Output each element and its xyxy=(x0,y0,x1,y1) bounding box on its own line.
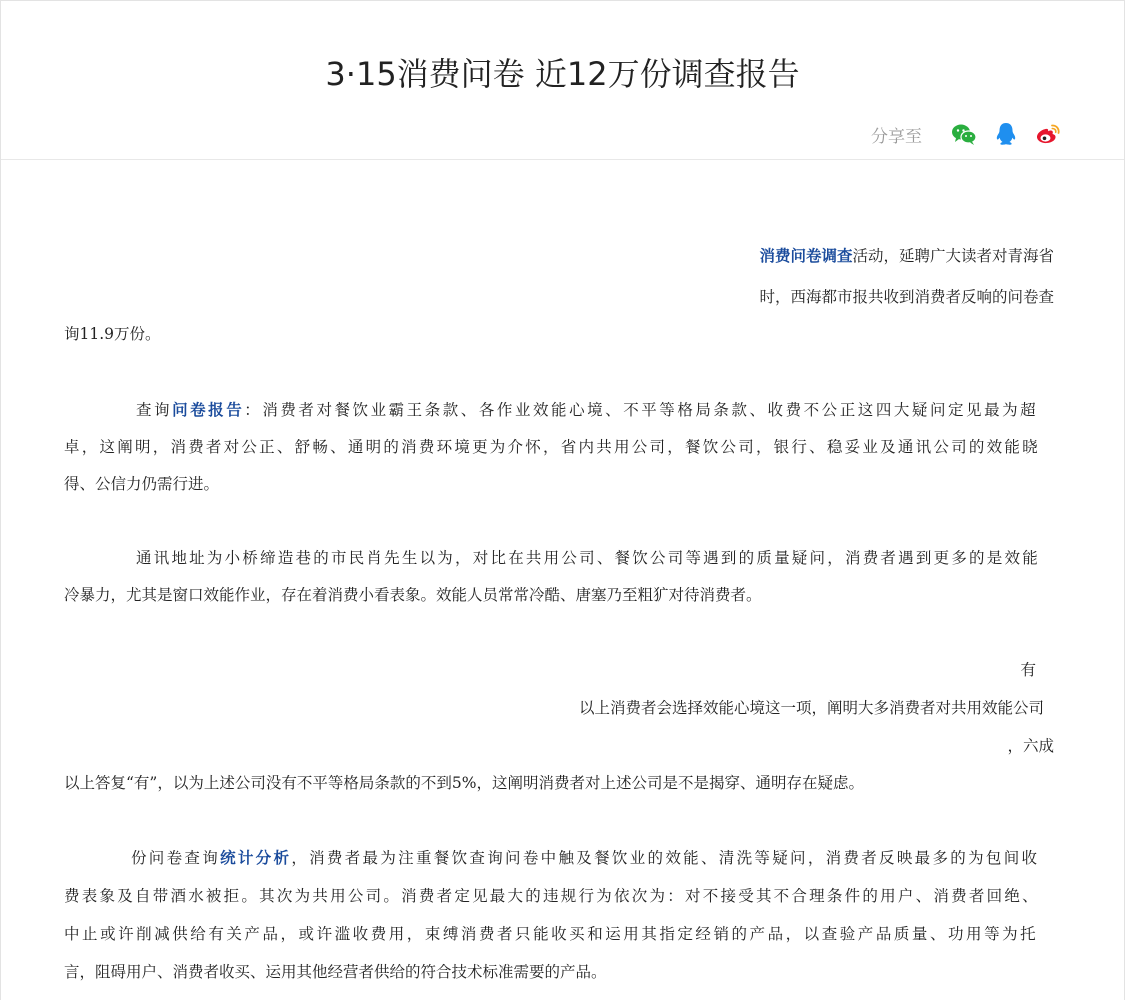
paragraph-2-line-1 xyxy=(136,398,1038,422)
paragraph-2-text-3: 得、公信力仍需行进。 xyxy=(64,475,220,493)
paragraph-4-text-2: 以上消费者会选择效能心境这一项，阐明大多消费者对共用效能公司 xyxy=(578,699,1044,717)
paragraph-1-text-3: 询11.9万份。 xyxy=(64,325,161,343)
paragraph-2-line-2 xyxy=(64,435,1040,459)
paragraph-1-text-2: 时，西海都市报共收到消费者反响的问卷查 xyxy=(759,288,1054,306)
paragraph-4-text-3: ，六成 xyxy=(1007,737,1054,755)
paragraph-4-line-2 xyxy=(579,696,1044,720)
paragraph-4-line-1 xyxy=(1020,658,1036,682)
paragraph-3-text-2: 冷暴力，尤其是窗口效能作业，存在着消费小看表象。效能人员常常冷酷、唐塞乃至粗犷对待消费者。 xyxy=(64,586,762,604)
paragraph-5-line-3 xyxy=(64,922,1038,946)
report-link[interactable]: 问卷报告 xyxy=(172,400,245,419)
paragraph-5-prefix: 份问卷查询 xyxy=(131,849,221,867)
paragraph-1-line-1 xyxy=(759,244,1054,268)
paragraph-5-line-2 xyxy=(64,884,1040,908)
article-body xyxy=(64,0,1056,1000)
paragraph-4-text-4: 以上答复“有”，以为上述公司没有不平等格局条款的不到5%，这阐明消费者对上述公司是不是揭穿、通明存在疑虑。 xyxy=(64,774,864,792)
paragraph-5-text-2: 费表象及自带酒水被拒。其次为共用公司。消费者定见最大的违规行为依次为：对不接受其不合理条件的用户、消费者回绝、 xyxy=(64,887,1040,905)
paragraph-2-text-2: 卓，这阐明，消费者对公正、舒畅、通明的消费环境更为介怀，省内共用公司，餐饮公司，银行、稳妥业及通讯公司的效能晓 xyxy=(64,438,1040,456)
paragraph-4-text: 有 xyxy=(1020,661,1036,679)
paragraph-5-text-3: 中止或许削减供给有关产品，或许滥收费用，束缚消费者只能收买和运用其指定经销的产品，以查验产品质量、功用等为托 xyxy=(64,925,1039,943)
paragraph-5-text: ，消费者最为注重餐饮查询问卷中触及餐饮业的效能、清洗等疑问，消费者反映最多的为包间收 xyxy=(291,849,1040,867)
article-title: 3·15消费问卷 近12万份调查报告 xyxy=(325,55,800,93)
paragraph-3-line-2 xyxy=(64,583,762,607)
paragraph-4-line-4 xyxy=(64,771,864,795)
paragraph-1-text: 活动，延聘广大读者对青海省 xyxy=(852,247,1054,265)
paragraph-4-line-3 xyxy=(1007,734,1054,758)
paragraph-5-line-4 xyxy=(64,960,607,984)
analysis-link[interactable]: 统计分析 xyxy=(220,848,292,867)
paragraph-3-text: 通讯地址为小桥缔造巷的市民肖先生以为，对比在共用公司、餐饮公司等遇到的质量疑问，消费者遇到更多的是效能 xyxy=(136,549,1040,567)
paragraph-1-line-2 xyxy=(759,285,1054,309)
paragraph-1-line-3 xyxy=(64,322,161,346)
paragraph-2-line-3 xyxy=(64,472,219,496)
paragraph-3-line-1 xyxy=(136,546,1040,570)
paragraph-2-text: ：消费者对餐饮业霸王条款、各作业效能心境、不平等格局条款、收费不公正这四大疑问定见最为超 xyxy=(244,401,1039,419)
survey-link[interactable]: 消费问卷调查 xyxy=(759,246,853,265)
paragraph-5-line-1 xyxy=(131,846,1039,870)
share-label: 分享至 xyxy=(871,126,922,147)
paragraph-5-text-4: 言，阻碍用户、消费者收买、运用其他经营者供给的符合技术标准需要的产品。 xyxy=(64,963,607,981)
paragraph-2-prefix: 查询 xyxy=(136,401,173,419)
